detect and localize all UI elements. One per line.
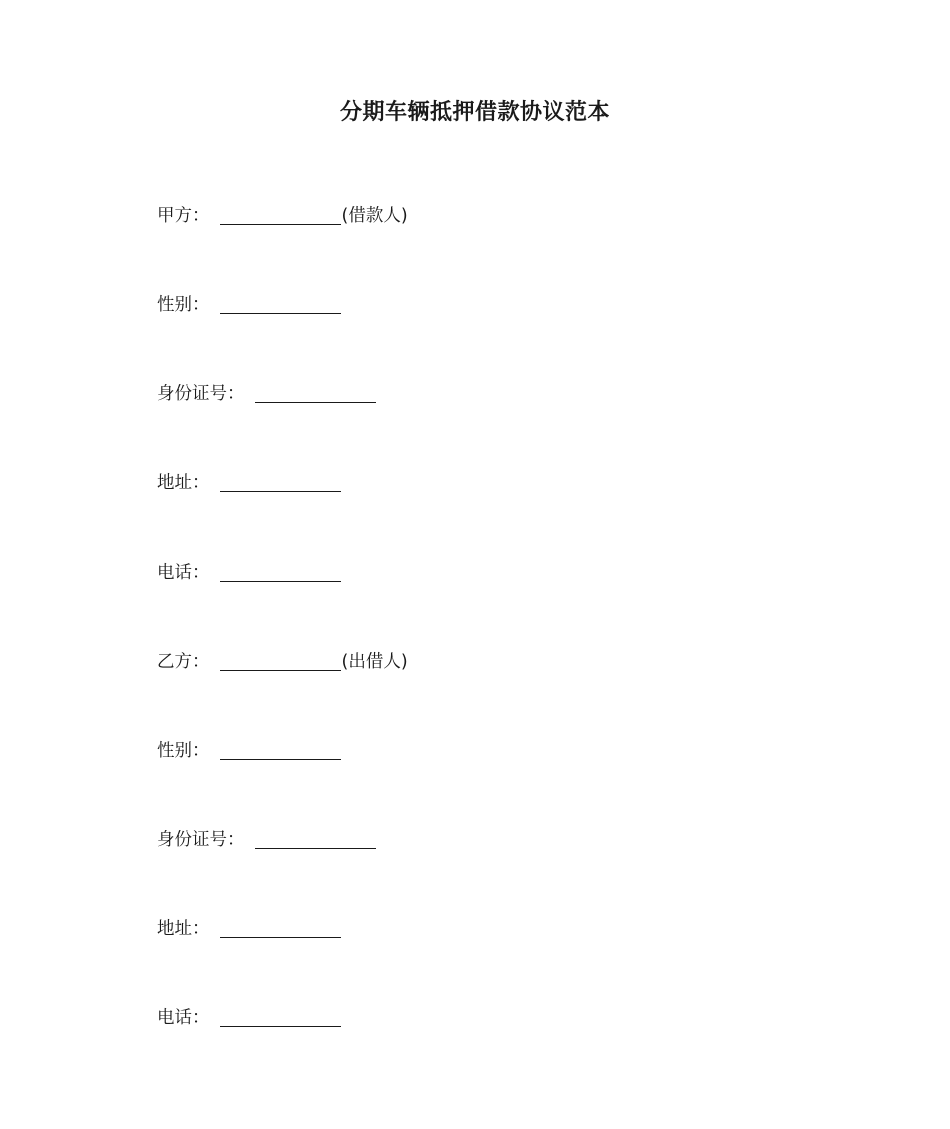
field-label: 电话： xyxy=(157,1008,210,1028)
party-b-phone-field xyxy=(157,1005,342,1031)
fill-in-blank xyxy=(255,830,376,849)
fill-in-blank xyxy=(220,652,341,671)
field-label: 地址： xyxy=(157,473,210,493)
party-a-id-number-field xyxy=(157,381,377,407)
field-label: 电话： xyxy=(157,563,210,583)
party-b-id-number-field xyxy=(157,827,377,853)
fill-in-blank xyxy=(220,919,341,938)
field-suffix: (出借人) xyxy=(341,652,408,672)
field-label: 身份证号： xyxy=(157,830,245,850)
party-b-name-field xyxy=(157,649,408,675)
field-label: 身份证号： xyxy=(157,384,245,404)
fill-in-blank xyxy=(220,1008,341,1027)
fill-in-blank xyxy=(220,473,341,492)
field-label: 甲方： xyxy=(157,206,210,226)
party-b-gender-field xyxy=(157,738,342,764)
fill-in-blank xyxy=(220,206,341,225)
field-suffix: (借款人) xyxy=(341,206,408,226)
field-label: 乙方： xyxy=(157,652,210,672)
document-title: 分期车辆抵押借款协议范本 xyxy=(339,100,610,125)
fill-in-blank xyxy=(220,741,341,760)
field-label: 性别： xyxy=(157,741,210,761)
party-a-address-field xyxy=(157,470,342,496)
party-a-gender-field xyxy=(157,292,342,318)
fill-in-blank xyxy=(220,563,341,582)
party-a-name-field xyxy=(157,203,408,229)
fill-in-blank xyxy=(220,295,341,314)
party-a-phone-field xyxy=(157,560,342,586)
field-label: 性别： xyxy=(157,295,210,315)
fill-in-blank xyxy=(255,384,376,403)
party-b-address-field xyxy=(157,916,342,942)
field-label: 地址： xyxy=(157,919,210,939)
